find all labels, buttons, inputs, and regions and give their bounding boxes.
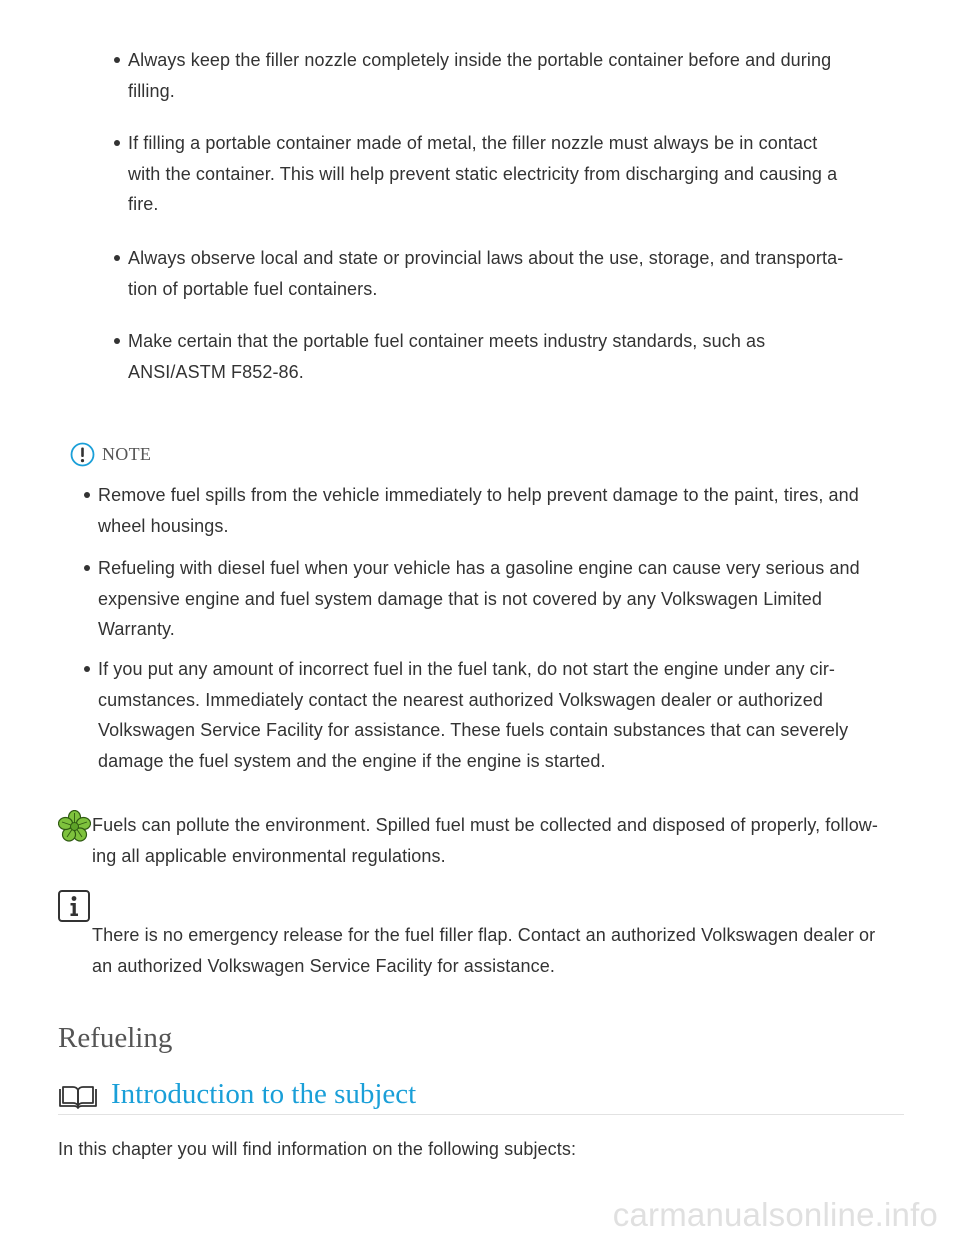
bullet-line: Always keep the filler nozzle completely inside the portable container before and during — [128, 50, 832, 70]
environment-line: ing all applicable environmental regulations. — [92, 845, 446, 866]
subsection-title[interactable]: Introduction to the subject — [111, 1078, 417, 1110]
environment-line: Fuels can pollute the environment. Spilled fuel must be collected and disposed of properly, follow- — [92, 815, 878, 835]
bullet-line: expensive engine and fuel system damage that is not covered by any Volkswagen Limited — [98, 588, 822, 609]
bullet-dot — [114, 338, 120, 344]
bullet-dot — [114, 140, 120, 146]
bullet-dot — [114, 255, 120, 261]
bullet-line: wheel housings. — [98, 515, 229, 536]
book-icon — [58, 1085, 98, 1109]
intro-text: In this chapter you will find information on the following subjects: — [58, 1139, 577, 1159]
bullet-line: If filling a portable container made of metal, the filler nozzle must always be in contact — [128, 133, 818, 153]
bullet-dot — [84, 666, 90, 672]
subsection-heading — [58, 1078, 904, 1114]
info-icon — [58, 890, 90, 922]
watermark: carmanualsonline.info — [612, 1196, 938, 1233]
bullet-line: filling. — [128, 80, 175, 101]
bullet-line: Always observe local and state or provincial laws about the use, storage, and transporta- — [128, 248, 844, 268]
bullet-dot — [114, 57, 120, 63]
bullet-line: tion of portable fuel containers. — [128, 278, 378, 299]
bullet-line: If you put any amount of incorrect fuel in the fuel tank, do not start the engine under any cir- — [98, 659, 836, 679]
bullet-line: Volkswagen Service Facility for assistance. These fuels contain substances that can severely — [98, 720, 849, 740]
note-label: NOTE — [102, 444, 152, 464]
bullet-line: Remove fuel spills from the vehicle immediately to help prevent damage to the paint, tires, and — [98, 485, 859, 505]
bullet-line: cumstances. Immediately contact the nearest authorized Volkswagen dealer or authorized — [98, 689, 823, 710]
section-title: Refueling — [58, 1022, 173, 1054]
info-line: an authorized Volkswagen Service Facility for assistance. — [92, 955, 555, 976]
environment-flower-icon — [58, 810, 91, 843]
info-line: There is no emergency release for the fuel filler flap. Contact an authorized Volkswagen dealer or — [92, 925, 876, 945]
bullet-line: fire. — [128, 194, 159, 214]
bullet-line: ANSI/ASTM F852-86. — [128, 361, 304, 382]
bullet-dot — [84, 492, 90, 498]
bullet-dot — [84, 565, 90, 571]
bullet-line: Make certain that the portable fuel container meets industry standards, such as — [128, 331, 766, 351]
bullet-line: damage the fuel system and the engine if the engine is started. — [98, 750, 606, 771]
subsection-divider — [58, 1114, 904, 1115]
exclamation-circle-icon — [70, 442, 95, 467]
bullet-line: with the container. This will help prevent static electricity from discharging and causing a — [128, 163, 838, 184]
bullet-line: Warranty. — [98, 619, 175, 639]
bullet-line: Refueling with diesel fuel when your vehicle has a gasoline engine can cause very serious and — [98, 558, 860, 578]
